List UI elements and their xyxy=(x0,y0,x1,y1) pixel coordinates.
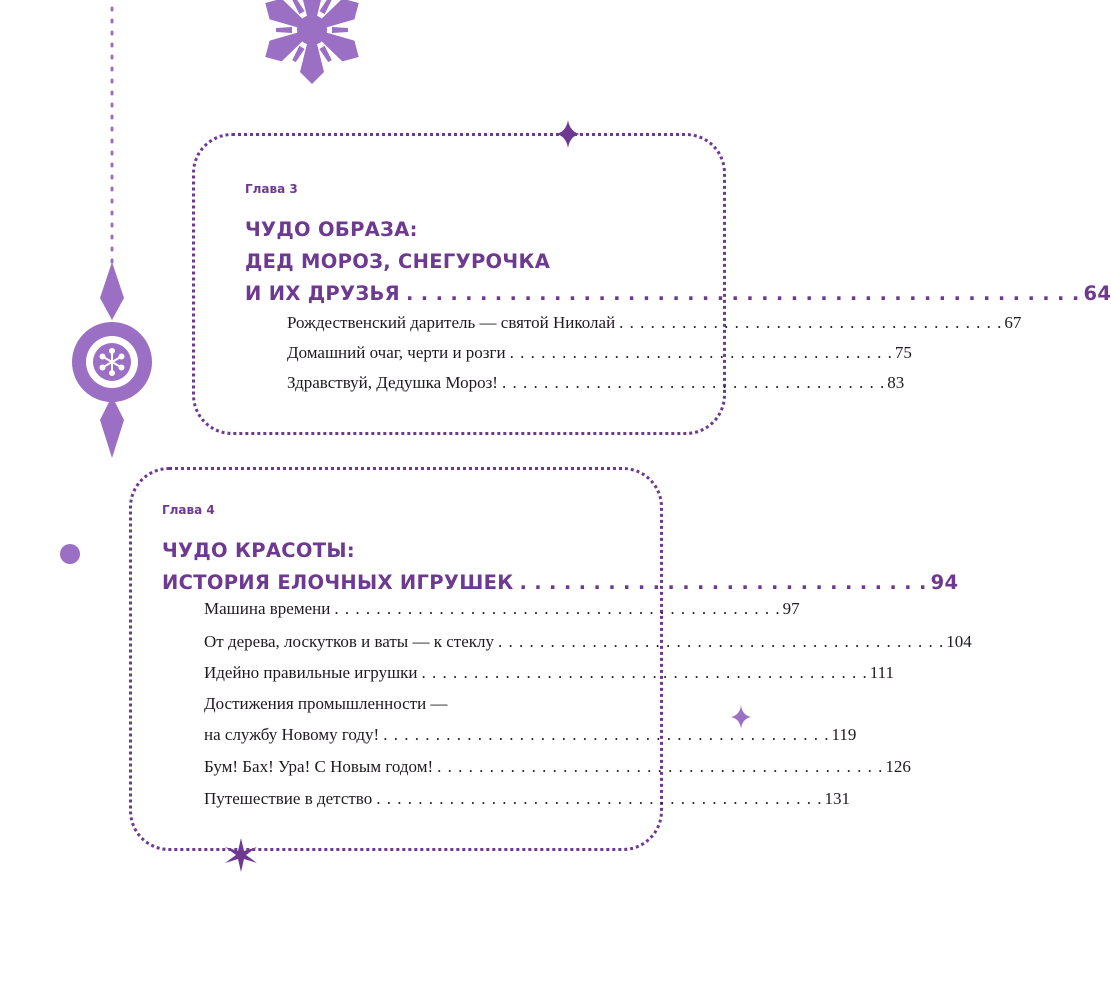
toc-entry[interactable] xyxy=(204,757,911,787)
chapter-title-line: И ИХ ДРУЗЬЯ xyxy=(245,282,400,305)
toc-entry[interactable] xyxy=(287,343,912,373)
page-number: 111 xyxy=(869,663,895,682)
toc-entry[interactable] xyxy=(287,313,1022,343)
dot-icon xyxy=(60,544,80,564)
leader-dots: . . . . . . . . . . . . . . . . . . . . . . . . . . . . . . . . . . . . . . . . . . . xyxy=(498,632,945,651)
page-number: 83 xyxy=(887,373,905,392)
entry-text: Путешествие в детство xyxy=(204,789,373,808)
toc-entry[interactable] xyxy=(204,694,584,724)
entry-text: Идейно правильные игрушки xyxy=(204,663,418,682)
chapter-title-line: ЧУДО КРАСОТЫ: xyxy=(162,539,355,562)
chapter-title-entry[interactable] xyxy=(162,566,959,599)
chapter-title-entry[interactable] xyxy=(245,277,1111,310)
leader-dots: . . . . . . . . . . . . . . . . . . . . . . . . . . . . . . . . . . . . . . . . . . . xyxy=(383,725,830,744)
entry-text: Машина времени xyxy=(204,599,331,618)
toc-entry[interactable] xyxy=(204,599,800,629)
leader-dots: . . . . . . . . . . . . . . . . . . . . . . . . . . . . . . . . . . . . . . . . . . . . . . xyxy=(405,282,1080,305)
entry-text: Бум! Бах! Ура! С Новым годом! xyxy=(204,757,434,776)
entry-text: Домашний очаг, черти и розги xyxy=(287,343,506,362)
leader-dots: . . . . . . . . . . . . . . . . . . . . . . . . . . . . . . . . . . . . . . . . . . . xyxy=(376,789,823,808)
entry-text: Здравствуй, Дедушка Мороз! xyxy=(287,373,498,392)
entry-text: на службу Новому году! xyxy=(204,725,380,744)
leader-dots: . . . . . . . . . . . . . . . . . . . . . . . . . . . . . . . . . . . . . . . . . . . xyxy=(437,757,884,776)
page-number: 104 xyxy=(946,632,972,651)
page-number: 131 xyxy=(824,789,850,808)
page-number: 126 xyxy=(885,757,911,776)
entry-text: Рождественский даритель — святой Николай xyxy=(287,313,616,332)
page-number: 64 xyxy=(1083,282,1111,305)
leader-dots: . . . . . . . . . . . . . . . . . . . . . . . . . . . . . . . . . . . . . xyxy=(501,373,886,392)
leader-dots: . . . . . . . . . . . . . . . . . . . . . . . . . . . . . . . . . . . . . xyxy=(509,343,893,362)
page-number: 67 xyxy=(1004,313,1022,332)
page-number: 97 xyxy=(782,599,800,618)
toc-entry[interactable] xyxy=(204,663,895,693)
page-number: 119 xyxy=(831,725,857,744)
leader-dots: . . . . . . . . . . . . . . . . . . . . . . . . . . . . . . . . . . . . . . . . . . . xyxy=(421,663,868,682)
ornament-icon xyxy=(72,262,152,458)
entry-text: От дерева, лоскутков и ваты — к стеклу xyxy=(204,632,494,651)
page-number: 75 xyxy=(894,343,912,362)
leader-dots: . . . . . . . . . . . . . . . . . . . . . . . . . . . . . . . . . . . . . . . . . . . xyxy=(334,599,781,618)
toc-entry[interactable] xyxy=(204,725,857,755)
chapter-title-line: ЧУДО ОБРАЗА: xyxy=(245,218,418,241)
snowflake-icon xyxy=(259,0,365,84)
chapter-label: Глава 4 xyxy=(162,503,215,517)
entry-text: Достижения промышленности — xyxy=(204,694,448,713)
chapter-title-line: ИСТОРИЯ ЕЛОЧНЫХ ИГРУШЕК xyxy=(162,571,514,594)
toc-entry[interactable] xyxy=(204,632,972,662)
chapter-label: Глава 3 xyxy=(245,182,298,196)
toc-entry[interactable] xyxy=(204,789,850,819)
page-number: 94 xyxy=(930,571,959,594)
toc-entry[interactable] xyxy=(287,373,905,403)
leader-dots: . . . . . . . . . . . . . . . . . . . . . . . . . . . . . . . . . . . . . xyxy=(619,313,1003,332)
leader-dots: . . . . . . . . . . . . . . . . . . . . . . . . . . . . xyxy=(519,571,927,594)
chapter-title-line: ДЕД МОРОЗ, СНЕГУРОЧКА xyxy=(245,250,551,273)
